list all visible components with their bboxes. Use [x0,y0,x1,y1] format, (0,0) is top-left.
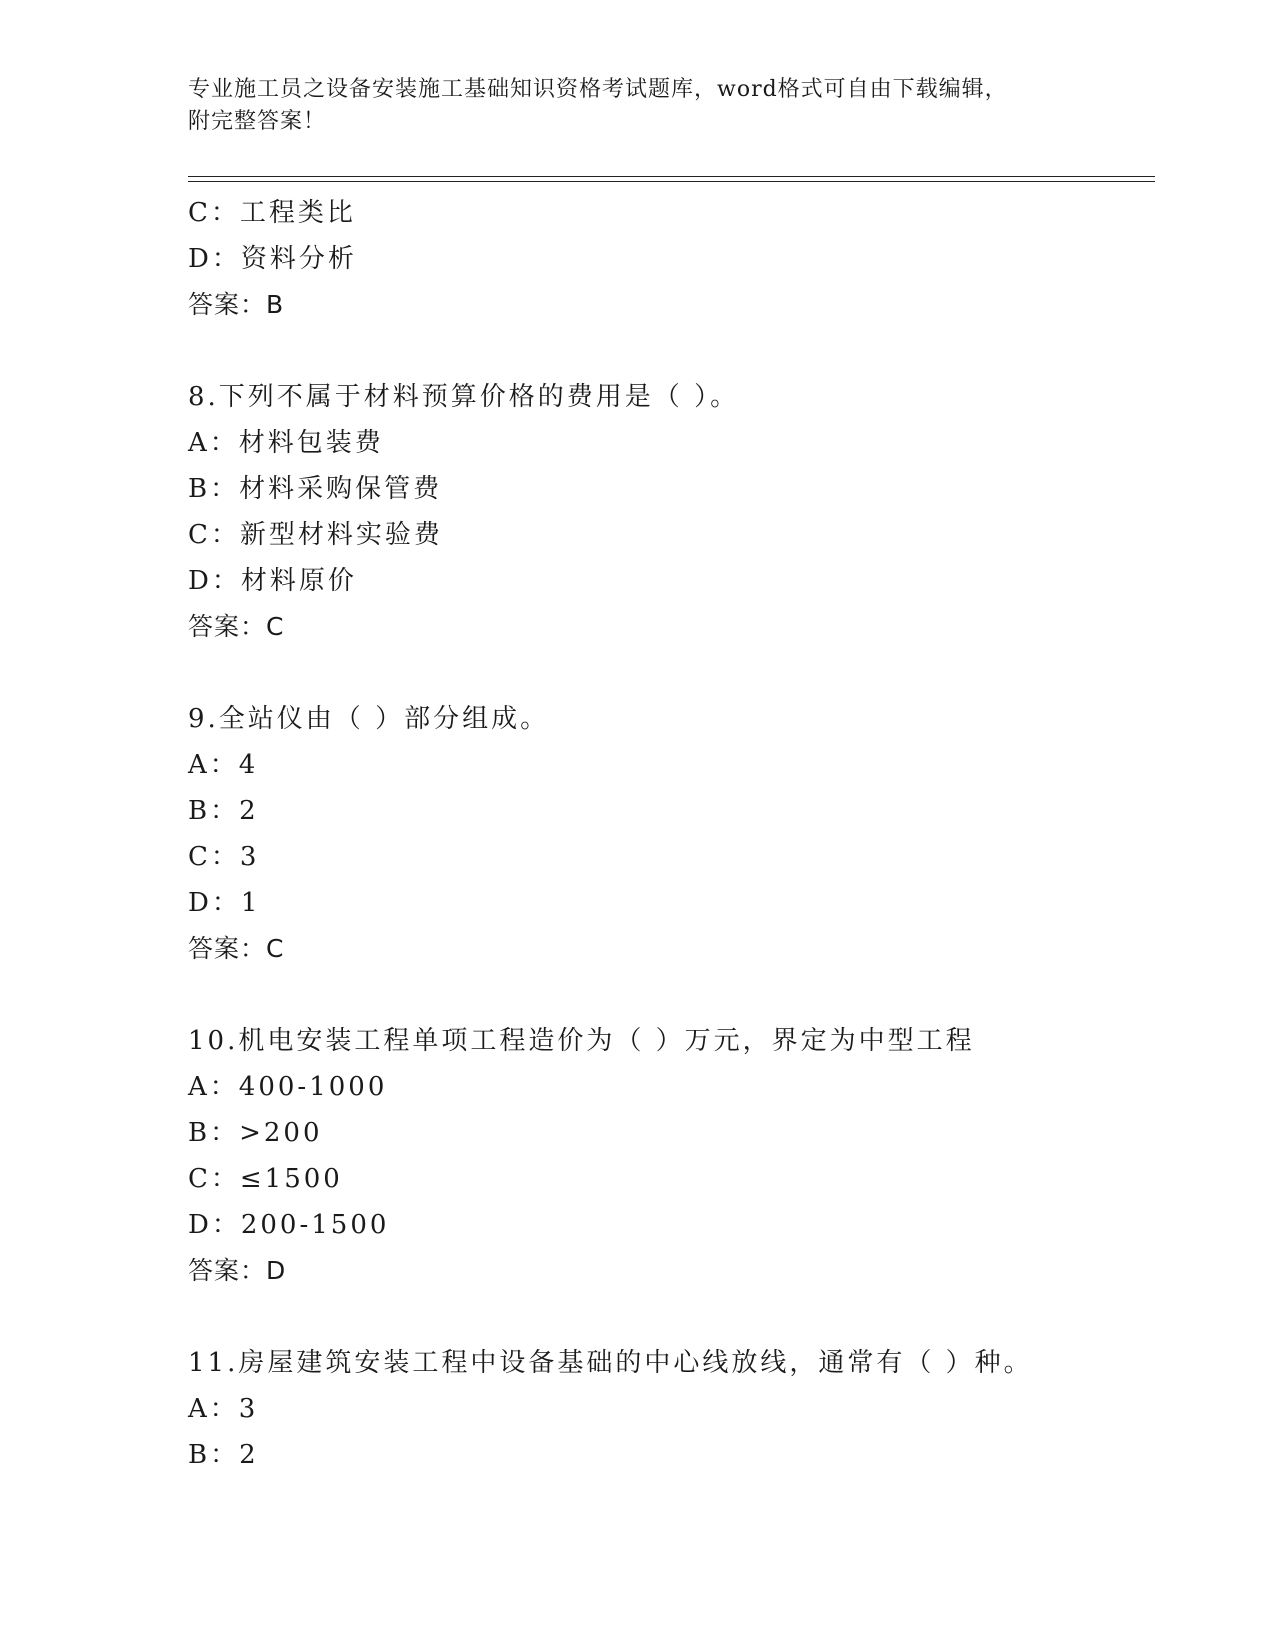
answer-line: 答案：C [188,612,285,641]
question-stem: 10.机电安装工程单项工程造价为（ ）万元，界定为中型工程 [188,1026,975,1056]
option-a: A：3 [188,1394,259,1424]
question-list [188,190,1148,1478]
header-title-line-2: 附完整答案！ [188,109,327,134]
question-stem: 8.下列不属于材料预算价格的费用是（ ）。 [188,382,740,412]
option-c: C：工程类比 [188,198,356,228]
option-c: C：≤1500 [188,1164,343,1194]
question-stem: 11.房屋建筑安装工程中设备基础的中心线放线，通常有（ ）种。 [188,1348,1033,1378]
header-divider-bottom [188,181,1155,182]
option-c: C：新型材料实验费 [188,520,443,550]
option-a: A：4 [188,750,259,780]
spacer [188,650,1148,696]
document-header [188,74,1088,138]
option-d: D：1 [188,888,261,918]
option-d: D：资料分析 [188,244,357,274]
option-a: A：材料包装费 [188,428,384,458]
option-b: B：2 [188,1440,259,1470]
spacer [188,972,1148,1018]
answer-line: 答案：B [188,290,285,319]
spacer [188,1294,1148,1340]
option-b: B：2 [188,796,259,826]
option-d: D：200-1500 [188,1210,390,1240]
option-b: B：材料采购保管费 [188,474,443,504]
header-divider-top [188,176,1155,177]
header-title-line-1: 专业施工员之设备安装施工基础知识资格考试题库，word格式可自由下载编辑， [188,77,1008,102]
option-c: C：3 [188,842,260,872]
option-b: B：>200 [188,1118,323,1148]
option-d: D：材料原价 [188,566,357,596]
answer-line: 答案：D [188,1256,287,1285]
spacer [188,328,1148,374]
question-stem: 9.全站仪由（ ）部分组成。 [188,704,550,734]
option-a: A：400-1000 [188,1072,388,1102]
answer-line: 答案：C [188,934,285,963]
